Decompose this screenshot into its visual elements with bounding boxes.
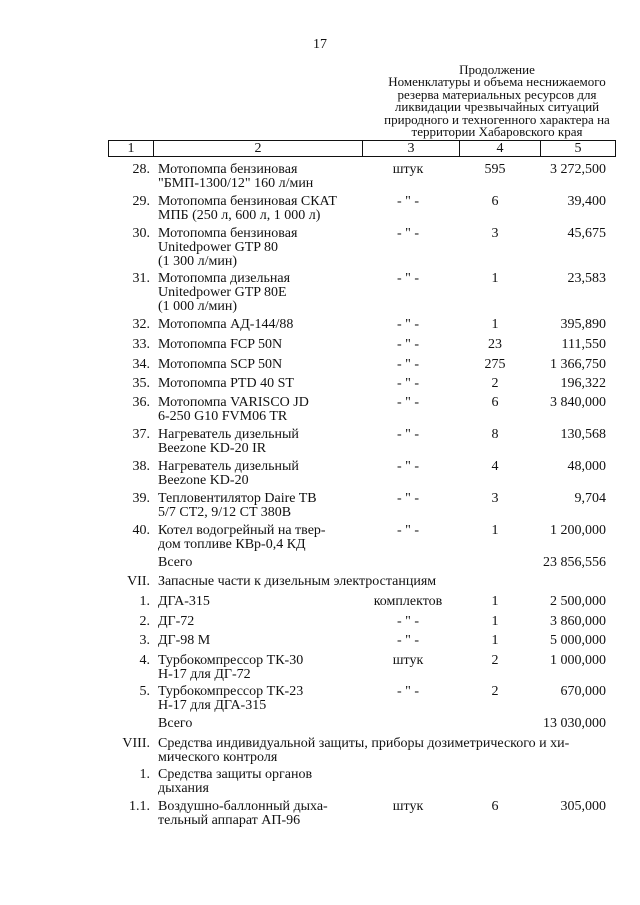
item-name: Мотопомпа дизельная Unitedpower GTP 80E (1 000 л/мин) xyxy=(158,271,291,314)
header-col-5: 5 xyxy=(574,141,582,156)
item-name: Мотопомпа бензиновая СКАТ МПБ (250 л, 600 л, 1 000 л) xyxy=(158,194,337,223)
unit: - " - xyxy=(396,427,420,442)
unit: - " - xyxy=(396,491,420,506)
row-number: 38. xyxy=(132,459,150,474)
unit: - " - xyxy=(396,614,420,629)
amount: 48,000 xyxy=(567,459,606,474)
item-name: Турбокомпрессор ТК-30 Н-17 для ДГ-72 xyxy=(158,653,304,682)
document-title-block xyxy=(372,64,622,138)
row-number: 1.1. xyxy=(129,799,150,814)
unit: - " - xyxy=(396,317,420,332)
quantity: 1 xyxy=(491,614,499,629)
quantity: 2 xyxy=(491,684,499,699)
document-title: Номенклатуры и объема неснижаемого резерва материальных ресурсов для ликвидации чрезвычайных ситуаций природного и техногенного характера на территории Хабаровского края xyxy=(384,74,610,140)
quantity: 6 xyxy=(491,799,499,814)
item-name: Турбокомпрессор ТК-23 Н-17 для ДГА-315 xyxy=(158,684,304,713)
row-number: 36. xyxy=(132,395,150,410)
quantity: 1 xyxy=(491,317,499,332)
row-number: 30. xyxy=(132,226,150,241)
item-name: Мотопомпа АД-144/88 xyxy=(158,317,294,332)
unit: - " - xyxy=(396,395,420,410)
quantity: 3 xyxy=(491,491,499,506)
row-number: 1. xyxy=(139,767,150,782)
unit: - " - xyxy=(396,459,420,474)
row-number: 28. xyxy=(132,162,150,177)
item-name: Котел водогрейный на твер- дом топливе КВр-0,4 КД xyxy=(158,523,326,552)
unit: - " - xyxy=(396,523,420,538)
table-row xyxy=(108,227,616,267)
unit: - " - xyxy=(396,633,420,648)
section-title: Запасные части к дизельным электростанциям xyxy=(158,574,437,589)
item-name: Всего xyxy=(158,555,193,570)
quantity: 3 xyxy=(491,226,499,241)
item-name: Воздушно-баллонный дыха- тельный аппарат АП-96 xyxy=(158,799,328,828)
item-name: Мотопомпа бензиновая Unitedpower GTP 80 (1 300 л/мин) xyxy=(158,226,298,269)
amount: 395,890 xyxy=(560,317,606,332)
item-name: ДГА-315 xyxy=(158,594,210,609)
unit: комплектов xyxy=(373,594,443,609)
quantity: 275 xyxy=(484,357,506,372)
quantity: 1 xyxy=(491,523,499,538)
quantity: 2 xyxy=(491,376,499,391)
table-header xyxy=(108,140,616,157)
item-name: Мотопомпа бензиновая "БМП-1300/12" 160 л/мин xyxy=(158,162,314,191)
row-number: 40. xyxy=(132,523,150,538)
amount: 3 840,000 xyxy=(550,395,606,410)
amount: 196,322 xyxy=(560,376,606,391)
amount: 130,568 xyxy=(560,427,606,442)
unit: - " - xyxy=(396,271,420,286)
quantity: 4 xyxy=(491,459,499,474)
item-name: Мотопомпа VARISCO JD 6-250 G10 FVM06 TR xyxy=(158,395,309,424)
quantity: 1 xyxy=(491,271,499,286)
row-number: 4. xyxy=(139,653,150,668)
header-col-2: 2 xyxy=(154,141,363,156)
table-row xyxy=(108,272,616,312)
row-number: VII. xyxy=(127,574,150,589)
section-title: Средства индивидуальной защиты, приборы дозиметрического и хи- мического контроля xyxy=(158,736,570,765)
amount: 39,400 xyxy=(567,194,606,209)
quantity: 595 xyxy=(484,162,506,177)
row-number: 5. xyxy=(139,684,150,699)
quantity: 6 xyxy=(491,395,499,410)
quantity: 1 xyxy=(491,594,499,609)
row-number: 35. xyxy=(132,376,150,391)
unit: штук xyxy=(392,799,424,814)
quantity: 23 xyxy=(488,337,502,352)
item-name: Нагреватель дизельный Beezone KD-20 xyxy=(158,459,299,488)
amount: 3 272,500 xyxy=(550,162,606,177)
unit: - " - xyxy=(396,357,420,372)
row-number: 33. xyxy=(132,337,150,352)
unit: - " - xyxy=(396,226,420,241)
quantity: 2 xyxy=(491,653,499,668)
continuation-label: Продолжение xyxy=(459,62,535,77)
item-name: ДГ-98 М xyxy=(158,633,211,648)
quantity: 1 xyxy=(491,633,499,648)
amount: 111,550 xyxy=(561,337,606,352)
amount: 5 000,000 xyxy=(550,633,606,648)
unit: штук xyxy=(392,162,424,177)
item-name: Мотопомпа PTD 40 ST xyxy=(158,376,294,391)
header-col-1: 1 xyxy=(109,141,154,156)
row-number: 39. xyxy=(132,491,150,506)
item-name: Нагреватель дизельный Beezone KD-20 IR xyxy=(158,427,299,456)
item-name: ДГ-72 xyxy=(158,614,195,629)
item-name: Всего xyxy=(158,716,193,731)
amount: 305,000 xyxy=(560,799,606,814)
amount: 45,675 xyxy=(567,226,606,241)
amount: 23,583 xyxy=(567,271,606,286)
amount: 1 000,000 xyxy=(550,653,606,668)
amount: 23 856,556 xyxy=(543,555,606,570)
row-number: 3. xyxy=(139,633,150,648)
header-col-3: 3 xyxy=(363,141,460,156)
amount: 1 200,000 xyxy=(550,523,606,538)
page-number: 17 xyxy=(313,37,327,52)
row-number: 29. xyxy=(132,194,150,209)
row-number: 34. xyxy=(132,357,150,372)
item-name: Тепловентилятор Daire TB 5/7 CT2, 9/12 CT 380B xyxy=(158,491,317,520)
item-name: Средства защиты органов дыхания xyxy=(158,767,313,796)
row-number: 2. xyxy=(139,614,150,629)
unit: штук xyxy=(392,653,424,668)
item-name: Мотопомпа FCP 50N xyxy=(158,337,283,352)
amount: 3 860,000 xyxy=(550,614,606,629)
amount: 2 500,000 xyxy=(550,594,606,609)
amount: 13 030,000 xyxy=(543,716,606,731)
item-name: Мотопомпа SCP 50N xyxy=(158,357,283,372)
unit: - " - xyxy=(396,194,420,209)
unit: - " - xyxy=(396,684,420,699)
unit: - " - xyxy=(396,337,420,352)
amount: 670,000 xyxy=(560,684,606,699)
header-col-4: 4 xyxy=(460,141,541,156)
row-number: 37. xyxy=(132,427,150,442)
amount: 9,704 xyxy=(574,491,606,506)
table-row xyxy=(108,800,616,840)
unit: - " - xyxy=(396,376,420,391)
row-number: 1. xyxy=(139,594,150,609)
quantity: 8 xyxy=(491,427,499,442)
amount: 1 366,750 xyxy=(550,357,606,372)
row-number: 31. xyxy=(132,271,150,286)
quantity: 6 xyxy=(491,194,499,209)
row-number: VIII. xyxy=(122,736,150,751)
row-number: 32. xyxy=(132,317,150,332)
